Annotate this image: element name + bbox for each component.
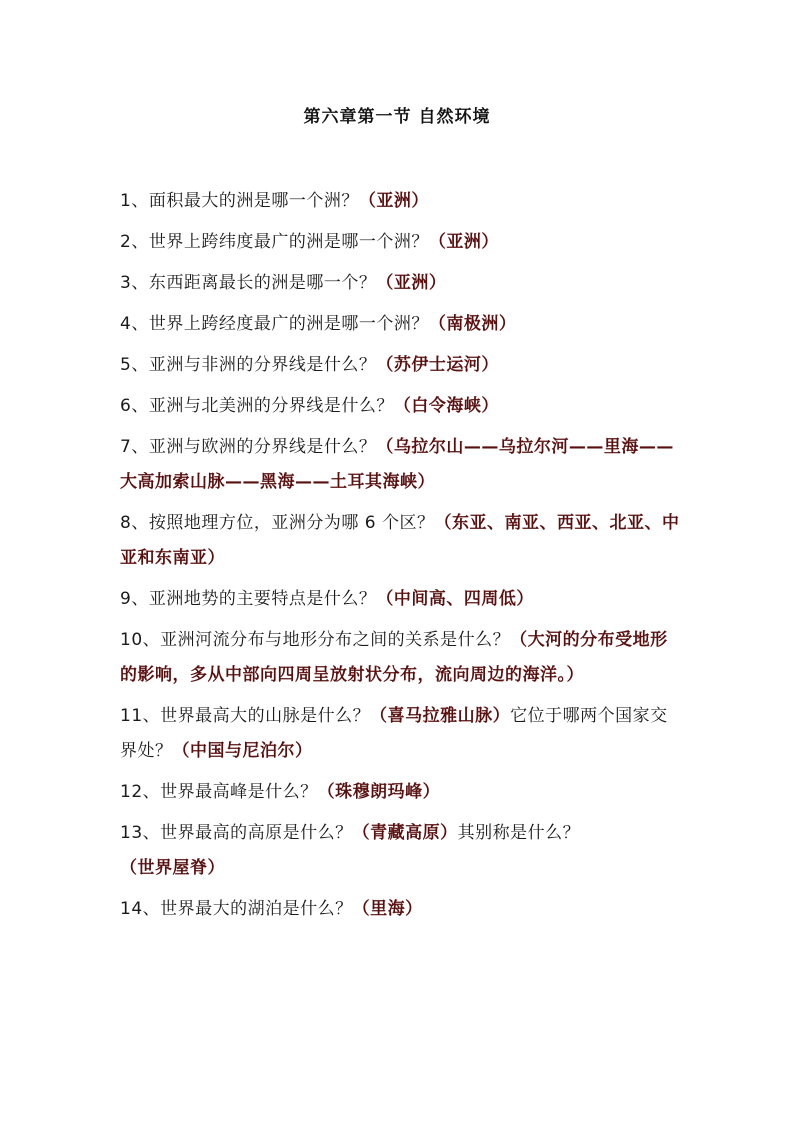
list-item — [120, 816, 680, 886]
list-item — [120, 389, 680, 424]
question-text: 1、面积最大的洲是哪一个洲？ — [120, 191, 359, 211]
answer-text: （东亚、南亚、西亚、北亚、中亚和东南亚） — [120, 513, 680, 568]
question-text: 12、世界最高峰是什么？ — [120, 782, 318, 802]
answer-text: （亚洲） — [376, 273, 447, 293]
list-item — [120, 699, 680, 769]
answer-text: （珠穆朗玛峰） — [317, 782, 441, 802]
question-list — [120, 184, 680, 933]
followup-answer-text: （中国与尼泊尔） — [172, 741, 313, 761]
followup-question-text: 其别称是什么？ — [457, 823, 581, 843]
question-text: 3、东西距离最长的洲是哪一个？ — [120, 273, 377, 293]
answer-text: （亚洲） — [358, 191, 429, 211]
answer-text: （里海） — [352, 899, 423, 919]
question-text: 5、亚洲与非洲的分界线是什么？ — [120, 355, 377, 375]
answer-text: （苏伊士运河） — [376, 355, 499, 375]
question-text: 9、亚洲地势的主要特点是什么？ — [120, 589, 377, 609]
answer-text: （大河的分布受地形的影响，多从中部向四周呈放射状分布，流向周边的海洋。） — [120, 630, 668, 685]
question-text: 14、世界最大的湖泊是什么？ — [120, 899, 353, 919]
list-item — [120, 775, 680, 810]
list-item — [120, 623, 680, 693]
followup-question-text: 它位于哪两个国家交界处？ — [120, 706, 668, 761]
list-item — [120, 582, 680, 617]
answer-text: （中间高、四周低） — [376, 589, 534, 609]
question-text: 2、世界上跨纬度最广的洲是哪一个洲？ — [120, 232, 429, 252]
list-item — [120, 506, 680, 576]
question-text: 8、按照地理方位，亚洲分为哪 6 个区？ — [120, 513, 435, 533]
question-text: 7、亚洲与欧洲的分界线是什么？ — [120, 437, 377, 457]
list-item — [120, 348, 680, 383]
answer-text: （喜马拉雅山脉） — [370, 706, 511, 726]
list-item — [120, 266, 680, 301]
answer-text: （乌拉尔山——乌拉尔河——里海——大高加索山脉——黑海——土耳其海峡） — [120, 437, 674, 492]
followup-answer-text: （世界屋脊） — [120, 858, 225, 878]
page-title: 第六章第一节 自然环境 — [303, 107, 491, 127]
question-text: 4、世界上跨经度最广的洲是哪一个洲？ — [120, 314, 429, 334]
question-text: 13、世界最高的高原是什么？ — [120, 823, 353, 843]
list-item — [120, 430, 680, 500]
answer-text: （南极洲） — [428, 314, 517, 334]
list-item — [120, 225, 680, 260]
question-text: 6、亚洲与北美洲的分界线是什么？ — [120, 396, 394, 416]
question-text: 10、亚洲河流分布与地形分布之间的关系是什么？ — [120, 630, 511, 650]
list-item — [120, 892, 680, 927]
answer-text: （青藏高原） — [352, 823, 458, 843]
list-item — [120, 307, 680, 342]
answer-text: （白令海峡） — [393, 396, 499, 416]
answer-text: （亚洲） — [428, 232, 499, 252]
question-text: 11、世界最高大的山脉是什么？ — [120, 706, 371, 726]
list-item — [120, 184, 680, 219]
